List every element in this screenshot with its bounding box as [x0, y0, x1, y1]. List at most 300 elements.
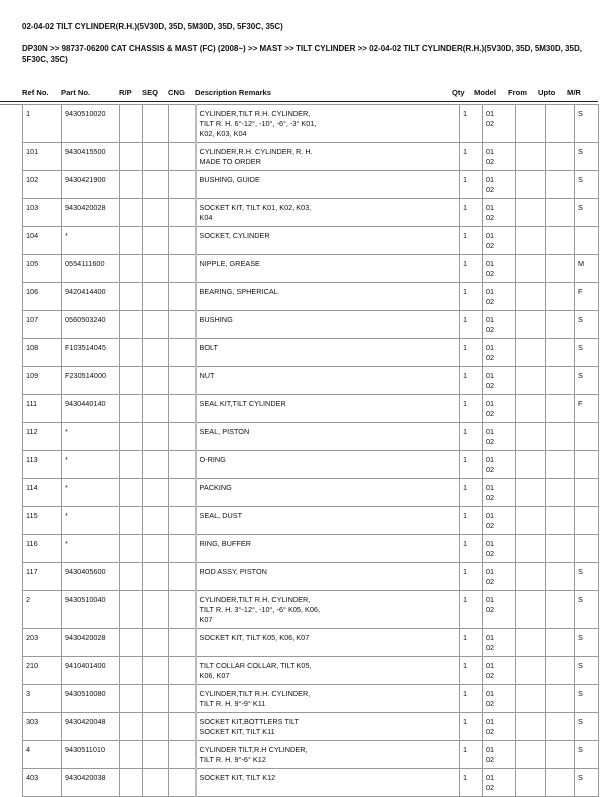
cell-desc: SOCKET KIT, TILT K05, K06, K07: [196, 629, 460, 657]
cell-qty: 1: [460, 685, 483, 713]
table-row: [23, 629, 599, 657]
col-model: Model: [474, 88, 496, 97]
cell-rp: [120, 451, 143, 479]
cell-cng: [169, 741, 196, 769]
cell-mr: S: [575, 713, 599, 741]
table-row: [23, 507, 599, 535]
cell-cng: [169, 143, 196, 171]
cell-seq: [143, 143, 169, 171]
table-row: [23, 451, 599, 479]
cell-cng: [169, 769, 196, 797]
table-row: [23, 563, 599, 591]
cell-ref: 103: [23, 199, 62, 227]
cell-desc: CYLINDER,TILT R.H. CYLINDER, TILT R. H. 3°-12°, -10°, -6° K05, K06, K07: [196, 591, 460, 629]
cell-upto: [546, 105, 575, 143]
cell-mr: S: [575, 563, 599, 591]
cell-upto: [546, 741, 575, 769]
cell-upto: [546, 367, 575, 395]
col-ref: Ref No.: [22, 88, 49, 97]
cell-cng: [169, 367, 196, 395]
cell-from: [516, 451, 546, 479]
cell-seq: [143, 367, 169, 395]
cell-desc: NIPPLE, GREASE: [196, 255, 460, 283]
cell-seq: [143, 395, 169, 423]
cell-ref: 3: [23, 685, 62, 713]
cell-seq: [143, 423, 169, 451]
cell-mr: S: [575, 171, 599, 199]
cell-upto: [546, 171, 575, 199]
page-title: 02-04-02 TILT CYLINDER(R.H.)(5V30D, 35D, 5M30D, 35D, 5F30C, 35C): [22, 22, 283, 31]
cell-ref: 105: [23, 255, 62, 283]
cell-cng: [169, 105, 196, 143]
cell-upto: [546, 657, 575, 685]
cell-desc: PACKING: [196, 479, 460, 507]
cell-model: 01 02: [483, 451, 516, 479]
cell-seq: [143, 479, 169, 507]
cell-ref: 104: [23, 227, 62, 255]
cell-from: [516, 143, 546, 171]
cell-part: 9430510080: [62, 685, 120, 713]
cell-rp: [120, 507, 143, 535]
cell-ref: 303: [23, 713, 62, 741]
cell-desc: CYLINDER TILT,R.H CYLINDER, TILT R. H. 9°-6° K12: [196, 741, 460, 769]
cell-rp: [120, 423, 143, 451]
cell-desc: SOCKET KIT, TILT K01, K02, K03, K04: [196, 199, 460, 227]
cell-seq: [143, 199, 169, 227]
cell-cng: [169, 311, 196, 339]
cell-part: 9430440140: [62, 395, 120, 423]
cell-qty: 1: [460, 423, 483, 451]
table-row: [23, 591, 599, 629]
cell-mr: S: [575, 339, 599, 367]
cell-from: [516, 423, 546, 451]
cell-qty: 1: [460, 367, 483, 395]
cell-qty: 1: [460, 143, 483, 171]
cell-mr: S: [575, 769, 599, 797]
cell-upto: [546, 535, 575, 563]
cell-part: 0560503240: [62, 311, 120, 339]
cell-seq: [143, 769, 169, 797]
cell-qty: 1: [460, 713, 483, 741]
cell-cng: [169, 535, 196, 563]
cell-from: [516, 339, 546, 367]
cell-from: [516, 657, 546, 685]
cell-seq: [143, 741, 169, 769]
cell-mr: S: [575, 685, 599, 713]
cell-cng: [169, 199, 196, 227]
cell-model: 01 02: [483, 591, 516, 629]
cell-ref: 2: [23, 591, 62, 629]
cell-rp: [120, 769, 143, 797]
cell-ref: 203: [23, 629, 62, 657]
cell-rp: [120, 311, 143, 339]
cell-cng: [169, 423, 196, 451]
cell-model: 01 02: [483, 563, 516, 591]
parts-table: [22, 104, 599, 797]
cell-model: 01 02: [483, 227, 516, 255]
cell-rp: [120, 657, 143, 685]
cell-from: [516, 769, 546, 797]
cell-from: [516, 311, 546, 339]
col-from: From: [508, 88, 527, 97]
cell-model: 01 02: [483, 311, 516, 339]
cell-from: [516, 171, 546, 199]
cell-cng: [169, 713, 196, 741]
cell-qty: 1: [460, 395, 483, 423]
cell-part: 0554111600: [62, 255, 120, 283]
cell-seq: [143, 311, 169, 339]
table-row: [23, 423, 599, 451]
cell-model: 01 02: [483, 423, 516, 451]
cell-from: [516, 507, 546, 535]
cell-qty: 1: [460, 769, 483, 797]
table-row: [23, 105, 599, 143]
cell-model: 01 02: [483, 367, 516, 395]
table-row: [23, 479, 599, 507]
cell-from: [516, 255, 546, 283]
cell-part: *: [62, 507, 120, 535]
cell-seq: [143, 105, 169, 143]
cell-from: [516, 629, 546, 657]
cell-rp: [120, 591, 143, 629]
cell-desc: BEARING, SPHERICAL: [196, 283, 460, 311]
cell-part: 9430420048: [62, 713, 120, 741]
cell-cng: [169, 563, 196, 591]
cell-qty: 1: [460, 105, 483, 143]
cell-ref: 116: [23, 535, 62, 563]
cell-part: *: [62, 451, 120, 479]
cell-part: 9430420028: [62, 629, 120, 657]
cell-rp: [120, 479, 143, 507]
cell-rp: [120, 685, 143, 713]
cell-model: 01 02: [483, 713, 516, 741]
cell-seq: [143, 657, 169, 685]
cell-desc: SOCKET KIT, TILT K12: [196, 769, 460, 797]
cell-desc: SEAL KIT,TILT CYLINDER: [196, 395, 460, 423]
col-upto: Upto: [538, 88, 556, 97]
cell-ref: 108: [23, 339, 62, 367]
cell-rp: [120, 367, 143, 395]
cell-qty: 1: [460, 479, 483, 507]
cell-ref: 210: [23, 657, 62, 685]
cell-part: 9430510020: [62, 105, 120, 143]
cell-seq: [143, 171, 169, 199]
cell-mr: S: [575, 591, 599, 629]
cell-mr: S: [575, 741, 599, 769]
cell-model: 01 02: [483, 283, 516, 311]
cell-cng: [169, 591, 196, 629]
cell-ref: 114: [23, 479, 62, 507]
table-row: [23, 657, 599, 685]
cell-mr: [575, 423, 599, 451]
cell-ref: 107: [23, 311, 62, 339]
cell-upto: [546, 563, 575, 591]
cell-desc: BUSHING: [196, 311, 460, 339]
cell-model: 01 02: [483, 535, 516, 563]
cell-model: 01 02: [483, 105, 516, 143]
cell-ref: 102: [23, 171, 62, 199]
cell-desc: SEAL, DUST: [196, 507, 460, 535]
cell-model: 01 02: [483, 255, 516, 283]
cell-from: [516, 395, 546, 423]
col-cng: CNG: [168, 88, 185, 97]
cell-rp: [120, 199, 143, 227]
cell-mr: M: [575, 255, 599, 283]
cell-part: F230514000: [62, 367, 120, 395]
table-row: [23, 199, 599, 227]
cell-desc: SOCKET, CYLINDER: [196, 227, 460, 255]
cell-cng: [169, 657, 196, 685]
cell-ref: 4: [23, 741, 62, 769]
cell-rp: [120, 535, 143, 563]
cell-qty: 1: [460, 563, 483, 591]
cell-rp: [120, 339, 143, 367]
cell-rp: [120, 105, 143, 143]
table-row: [23, 339, 599, 367]
cell-qty: 1: [460, 591, 483, 629]
table-row: [23, 367, 599, 395]
cell-upto: [546, 685, 575, 713]
table-row: [23, 395, 599, 423]
cell-desc: BOLT: [196, 339, 460, 367]
cell-model: 01 02: [483, 629, 516, 657]
cell-desc: NUT: [196, 367, 460, 395]
cell-ref: 112: [23, 423, 62, 451]
cell-rp: [120, 283, 143, 311]
cell-rp: [120, 395, 143, 423]
cell-part: *: [62, 535, 120, 563]
cell-cng: [169, 339, 196, 367]
col-part: Part No.: [61, 88, 91, 97]
cell-model: 01 02: [483, 395, 516, 423]
cell-mr: S: [575, 143, 599, 171]
cell-rp: [120, 171, 143, 199]
table-header: [22, 88, 598, 100]
cell-model: 01 02: [483, 171, 516, 199]
col-mr: M/R: [567, 88, 581, 97]
cell-model: 01 02: [483, 339, 516, 367]
cell-from: [516, 563, 546, 591]
cell-upto: [546, 339, 575, 367]
cell-upto: [546, 395, 575, 423]
cell-ref: 115: [23, 507, 62, 535]
cell-model: 01 02: [483, 199, 516, 227]
cell-cng: [169, 479, 196, 507]
cell-cng: [169, 507, 196, 535]
cell-from: [516, 535, 546, 563]
cell-seq: [143, 507, 169, 535]
cell-mr: F: [575, 395, 599, 423]
cell-rp: [120, 255, 143, 283]
cell-ref: 111: [23, 395, 62, 423]
cell-ref: 1: [23, 105, 62, 143]
cell-desc: O-RING: [196, 451, 460, 479]
cell-upto: [546, 507, 575, 535]
table-row: [23, 535, 599, 563]
cell-qty: 1: [460, 171, 483, 199]
cell-desc: TILT COLLAR COLLAR, TILT K05, K06, K07: [196, 657, 460, 685]
cell-mr: [575, 451, 599, 479]
cell-upto: [546, 199, 575, 227]
cell-part: 9430510040: [62, 591, 120, 629]
cell-qty: 1: [460, 255, 483, 283]
cell-mr: S: [575, 657, 599, 685]
cell-mr: [575, 507, 599, 535]
cell-part: 9430420038: [62, 769, 120, 797]
cell-qty: 1: [460, 741, 483, 769]
cell-from: [516, 105, 546, 143]
cell-part: 9430415500: [62, 143, 120, 171]
cell-mr: [575, 535, 599, 563]
cell-upto: [546, 591, 575, 629]
cell-from: [516, 685, 546, 713]
table-row: [23, 283, 599, 311]
cell-mr: S: [575, 311, 599, 339]
cell-rp: [120, 741, 143, 769]
cell-part: 9430421900: [62, 171, 120, 199]
cell-part: F103514045: [62, 339, 120, 367]
cell-ref: 117: [23, 563, 62, 591]
cell-qty: 1: [460, 283, 483, 311]
col-seq: SEQ: [142, 88, 159, 97]
cell-qty: 1: [460, 507, 483, 535]
cell-seq: [143, 713, 169, 741]
cell-ref: 403: [23, 769, 62, 797]
cell-desc: SEAL, PISTON: [196, 423, 460, 451]
cell-from: [516, 479, 546, 507]
cell-model: 01 02: [483, 479, 516, 507]
cell-model: 01 02: [483, 769, 516, 797]
cell-rp: [120, 227, 143, 255]
cell-part: *: [62, 227, 120, 255]
table-row: [23, 769, 599, 797]
cell-upto: [546, 479, 575, 507]
cell-seq: [143, 451, 169, 479]
cell-part: *: [62, 479, 120, 507]
cell-from: [516, 591, 546, 629]
cell-mr: S: [575, 105, 599, 143]
col-rp: R/P: [119, 88, 132, 97]
cell-seq: [143, 629, 169, 657]
cell-qty: 1: [460, 451, 483, 479]
cell-qty: 1: [460, 339, 483, 367]
table-row: [23, 171, 599, 199]
cell-model: 01 02: [483, 657, 516, 685]
cell-rp: [120, 629, 143, 657]
cell-model: 01 02: [483, 507, 516, 535]
table-row: [23, 311, 599, 339]
cell-seq: [143, 339, 169, 367]
cell-desc: CYLINDER,TILT R.H. CYLINDER, TILT R. H. 9°-9° K11: [196, 685, 460, 713]
cell-seq: [143, 563, 169, 591]
cell-part: 9410401400: [62, 657, 120, 685]
cell-desc: ROD ASSY, PISTON: [196, 563, 460, 591]
cell-upto: [546, 451, 575, 479]
cell-qty: 1: [460, 227, 483, 255]
cell-part: 9430511010: [62, 741, 120, 769]
cell-model: 01 02: [483, 143, 516, 171]
table-row: [23, 685, 599, 713]
cell-from: [516, 283, 546, 311]
cell-part: 9420414400: [62, 283, 120, 311]
cell-ref: 101: [23, 143, 62, 171]
cell-cng: [169, 227, 196, 255]
cell-from: [516, 367, 546, 395]
cell-upto: [546, 311, 575, 339]
cell-rp: [120, 143, 143, 171]
cell-from: [516, 713, 546, 741]
cell-part: *: [62, 423, 120, 451]
cell-desc: CYLINDER,TILT R.H. CYLINDER, TILT R. H. 6°-12°, -10°, -6°, -3° K01, K02, K03, K04: [196, 105, 460, 143]
cell-model: 01 02: [483, 685, 516, 713]
cell-seq: [143, 227, 169, 255]
cell-mr: [575, 479, 599, 507]
cell-from: [516, 741, 546, 769]
cell-model: 01 02: [483, 741, 516, 769]
cell-upto: [546, 283, 575, 311]
cell-qty: 1: [460, 199, 483, 227]
col-qty: Qty: [452, 88, 465, 97]
cell-mr: F: [575, 283, 599, 311]
cell-desc: BUSHING, GUIDE: [196, 171, 460, 199]
cell-desc: SOCKET KIT,BOTTLERS TILT SOCKET KIT, TILT K11: [196, 713, 460, 741]
cell-seq: [143, 685, 169, 713]
cell-from: [516, 227, 546, 255]
cell-cng: [169, 171, 196, 199]
cell-upto: [546, 769, 575, 797]
cell-seq: [143, 591, 169, 629]
cell-mr: [575, 227, 599, 255]
cell-ref: 113: [23, 451, 62, 479]
cell-ref: 106: [23, 283, 62, 311]
breadcrumb: DP30N >> 98737-06200 CAT CHASSIS & MAST (FC) (2008~) >> MAST >> TILT CYLINDER >> 02-04-02 TILT CYLINDER(R.H.)(5V30D, 35D, 5M30D, 35D, 5F30C, 35C): [22, 44, 582, 64]
cell-mr: S: [575, 199, 599, 227]
cell-cng: [169, 451, 196, 479]
cell-seq: [143, 283, 169, 311]
cell-part: 9430420028: [62, 199, 120, 227]
cell-seq: [143, 255, 169, 283]
cell-qty: 1: [460, 535, 483, 563]
cell-qty: 1: [460, 657, 483, 685]
cell-upto: [546, 713, 575, 741]
cell-part: 9430405600: [62, 563, 120, 591]
table-row: [23, 255, 599, 283]
cell-desc: RING, BUFFER: [196, 535, 460, 563]
table-row: [23, 713, 599, 741]
cell-upto: [546, 423, 575, 451]
cell-cng: [169, 685, 196, 713]
cell-desc: CYLINDER,R.H. CYLINDER, R. H. MADE TO ORDER: [196, 143, 460, 171]
cell-upto: [546, 629, 575, 657]
col-desc: Description Remarks: [195, 88, 271, 97]
cell-qty: 1: [460, 629, 483, 657]
cell-cng: [169, 255, 196, 283]
table-row: [23, 143, 599, 171]
cell-cng: [169, 629, 196, 657]
cell-upto: [546, 227, 575, 255]
cell-upto: [546, 143, 575, 171]
cell-cng: [169, 395, 196, 423]
cell-from: [516, 199, 546, 227]
cell-rp: [120, 713, 143, 741]
cell-upto: [546, 255, 575, 283]
cell-mr: S: [575, 629, 599, 657]
cell-rp: [120, 563, 143, 591]
cell-seq: [143, 535, 169, 563]
cell-qty: 1: [460, 311, 483, 339]
table-row: [23, 227, 599, 255]
table-row: [23, 741, 599, 769]
